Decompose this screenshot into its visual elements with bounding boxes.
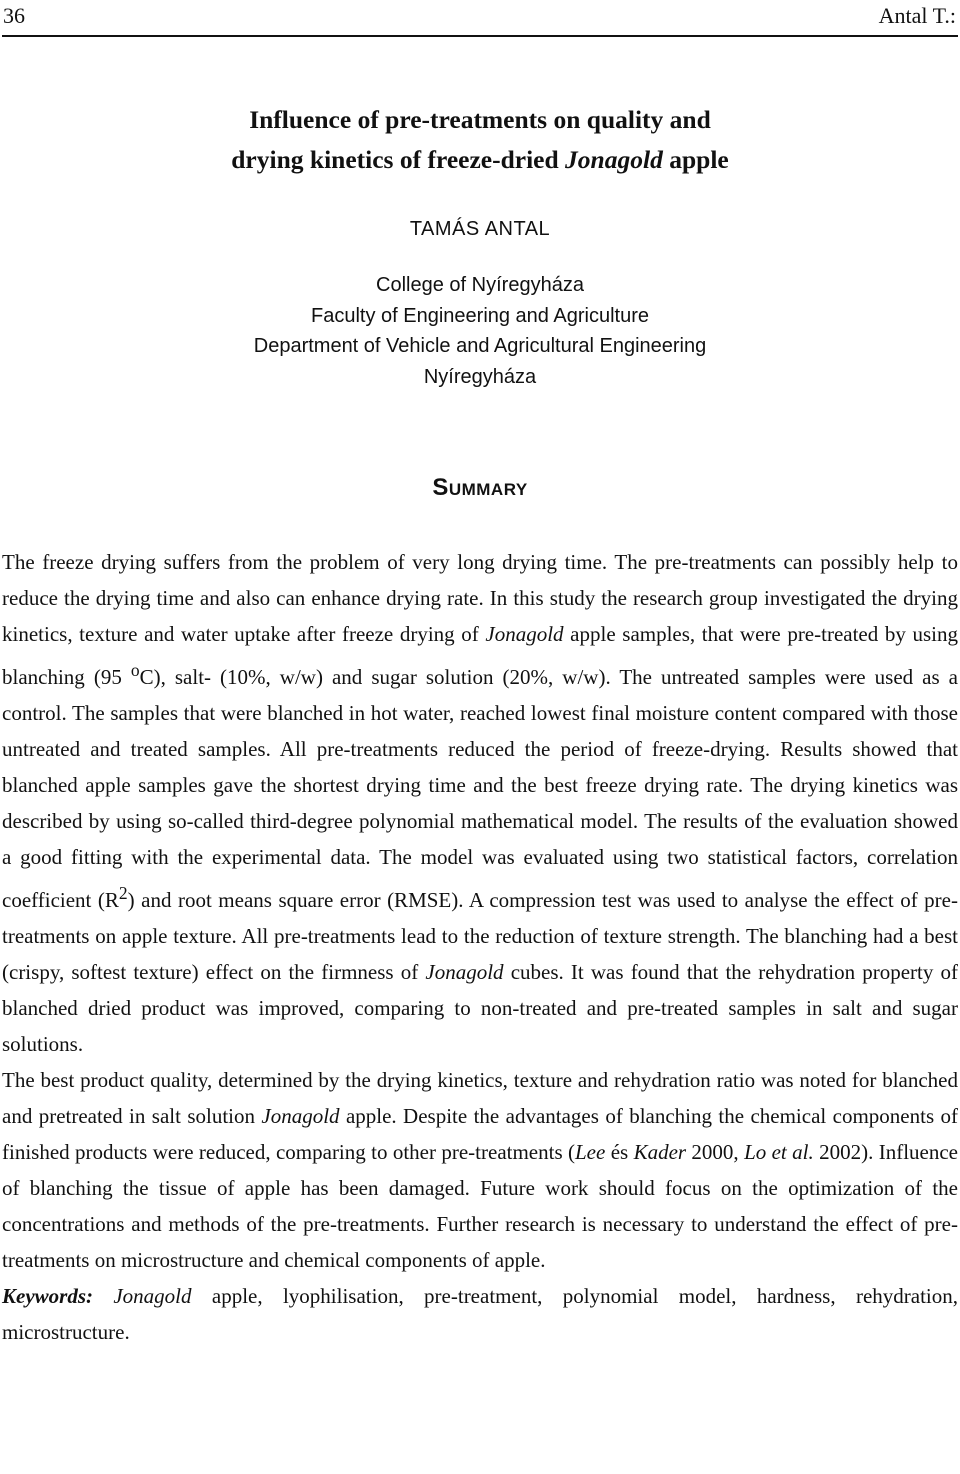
degree-superscript: o: [130, 660, 140, 680]
title-line-1: Influence of pre-treatments on quality and: [249, 105, 711, 134]
italic-run: Lo et al.: [744, 1140, 814, 1164]
title-text: drying kinetics of freeze-dried: [231, 145, 566, 174]
abstract-paragraph-1: [2, 544, 958, 1062]
author-name: TAMÁS ANTAL: [409, 218, 551, 240]
summary-heading: Summary: [432, 474, 528, 501]
keywords: [2, 1278, 958, 1350]
affiliation-line: Department of Vehicle and Agricultural Engineering: [253, 335, 707, 357]
text-run: The freeze drying suffers from the problem of very long drying time. The pre-treatments can possibly help to reduce the drying time and also can enhance drying rate. In this study the research group investigated the drying kinetics, texture and water uptake after freeze drying of: [2, 550, 958, 646]
italic-run: Jonagold: [113, 1284, 192, 1308]
text-run: cubes. It was found that the rehydration property of blanched dried product was improved, comparing to non-treated and pre-treated samples in salt and sugar solutions.: [2, 960, 958, 1056]
italic-run: Jonagold: [485, 622, 564, 646]
keywords-text: apple, lyophilisation, pre-treatment, polynomial model, hardness, rehydration, microstructure.: [2, 1284, 958, 1344]
abstract-paragraph-2: [2, 1062, 958, 1278]
affiliation-line: Faculty of Engineering and Agriculture: [311, 304, 649, 327]
abstract-body: [2, 544, 958, 1350]
italic-run: Lee: [575, 1140, 606, 1164]
title-line-2: [0, 140, 960, 180]
paper-title: [0, 100, 960, 180]
r-squared-superscript: 2: [118, 883, 128, 903]
italic-run: Jonagold: [261, 1104, 340, 1128]
italic-run: Jonagold: [425, 960, 504, 984]
text-run: ) and root means square error (RMSE). A compression test was used to analyse the effect of pre-treatments on apple texture. All pre-treatments lead to the reduction of texture strength. The blanching had a best (crispy, softest texture) effect on the firmness of: [2, 888, 958, 984]
text-run: 2000,: [686, 1140, 745, 1164]
affiliation-line: Nyíregyháza: [423, 365, 537, 388]
text-run: 2002). Influence of blanching the tissue of apple has been damaged. Future work should focus on the optimization of the concentrations and methods of the pre-treatments. Further research is necessary to understand the effect of pre-treatments on microstructure and chemical components of apple.: [2, 1140, 959, 1272]
text-run: C), salt- (10%, w/w) and sugar solution (20%, w/w). The untreated samples were used as a control. The samples that were blanched in hot water, reached lowest final moisture content compared with those untreated and treated samples. All pre-treatments reduced the period of freeze-drying. Results showed that blanched apple samples gave the shortest drying time and the best freeze drying rate. The drying kinetics was described by using so-called third-degree polynomial mathematical model. The results of the evaluation showed a good fitting with the experimental data. The model was evaluated using two statistical factors, correlation coefficient (R: [2, 665, 958, 912]
header-rule: [2, 35, 958, 37]
text-run: és: [605, 1140, 634, 1164]
page-number: 36: [3, 3, 25, 28]
text-run: The best product quality, determined by the drying kinetics, texture and rehydration ratio was noted for blanched and pretreated in salt solution: [2, 1068, 958, 1128]
page-header: [0, 0, 960, 36]
text-run: apple. Despite the advantages of blanching the chemical components of finished products were reduced, comparing to other pre-treatments (: [2, 1104, 958, 1164]
italic-run: Kader: [633, 1140, 687, 1164]
keywords-label: Keywords:: [2, 1284, 93, 1308]
affiliation: [0, 270, 960, 392]
text-run: apple samples, that were pre-treated by using blanching (95: [2, 622, 958, 689]
running-head: Antal T.:: [878, 3, 956, 28]
affiliation-line: College of Nyíregyháza: [376, 274, 584, 296]
title-text-end: apple: [662, 145, 729, 174]
title-italic: Jonagold: [565, 145, 663, 174]
